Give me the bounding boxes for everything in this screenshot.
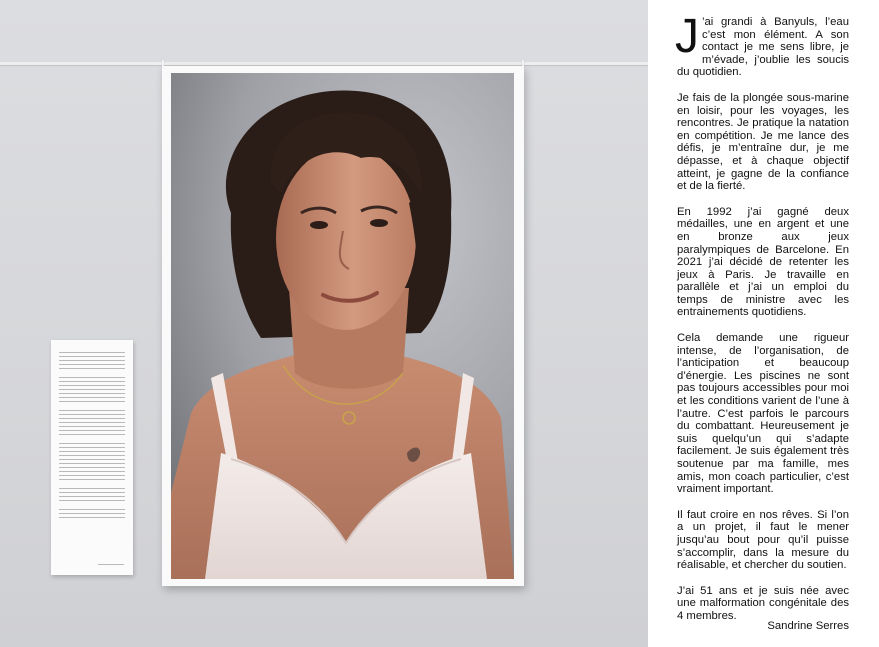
- drop-cap: J: [675, 10, 699, 63]
- hanging-rail: [0, 62, 648, 65]
- portrait-photo: [171, 73, 514, 579]
- testimony-text: [675, 10, 849, 636]
- plaque-signature-line: [98, 564, 124, 565]
- signature: Sandrine Serres: [767, 620, 849, 632]
- paragraph-5: Il faut croire en nos rêves. Si l’on a un projet, il faut le mener jusqu’au bout pour qu’il puisse s’accomplir, dans la mesure du réalisable, et chercher du soutien.: [677, 508, 849, 572]
- paragraph-1: [675, 10, 849, 79]
- paragraph-4: Cela demande une rigueur intense, de l’organisation, de l’anticipation et beaucoup d’énergie. Les piscines ne sont pas toujours accessibles pour moi et les conditions varient de l’une à l’autre. C’est parfois le parcours du combattant. Heureusement je suis quelqu’un qui s’adapte facilement. Je suis également très soutenue par ma famille, mes amis, mon coach particulier, c’est vraiment important.: [677, 332, 849, 496]
- wall-plaque: [51, 340, 133, 575]
- portrait-illustration: [171, 73, 514, 579]
- plaque-text-lines: [59, 352, 125, 521]
- paragraph-3: En 1992 j’ai gagné deux médailles, une en argent et une en bronze aux jeux paralympiques de Barcelone. En 2021 j’ai décidé de retenter les jeux à Paris. Je travaille en parallèle et j’ai un emploi du temps de ministre avec les entrainements quotidiens.: [677, 205, 849, 319]
- paragraph-2: Je fais de la plongée sous-marine en loisir, pour les voyages, les rencontres. Je pratique la natation en compétition. Je me lance des défis, je m’entraîne dur, je me dépasse, et à chaque objectif atteint, je gagne de la confiance et de la fierté.: [677, 91, 849, 193]
- portrait-frame: [162, 66, 524, 586]
- paragraph-6: J’ai 51 ans et je suis née avec une malformation congénitale des 4 membres.: [677, 584, 849, 622]
- paragraph-1-text: ’ai grandi à Banyuls, l’eau c’est mon élément. A son contact je me sens libre, je m’évade, j’oublie les soucis du quotidien.: [677, 16, 849, 79]
